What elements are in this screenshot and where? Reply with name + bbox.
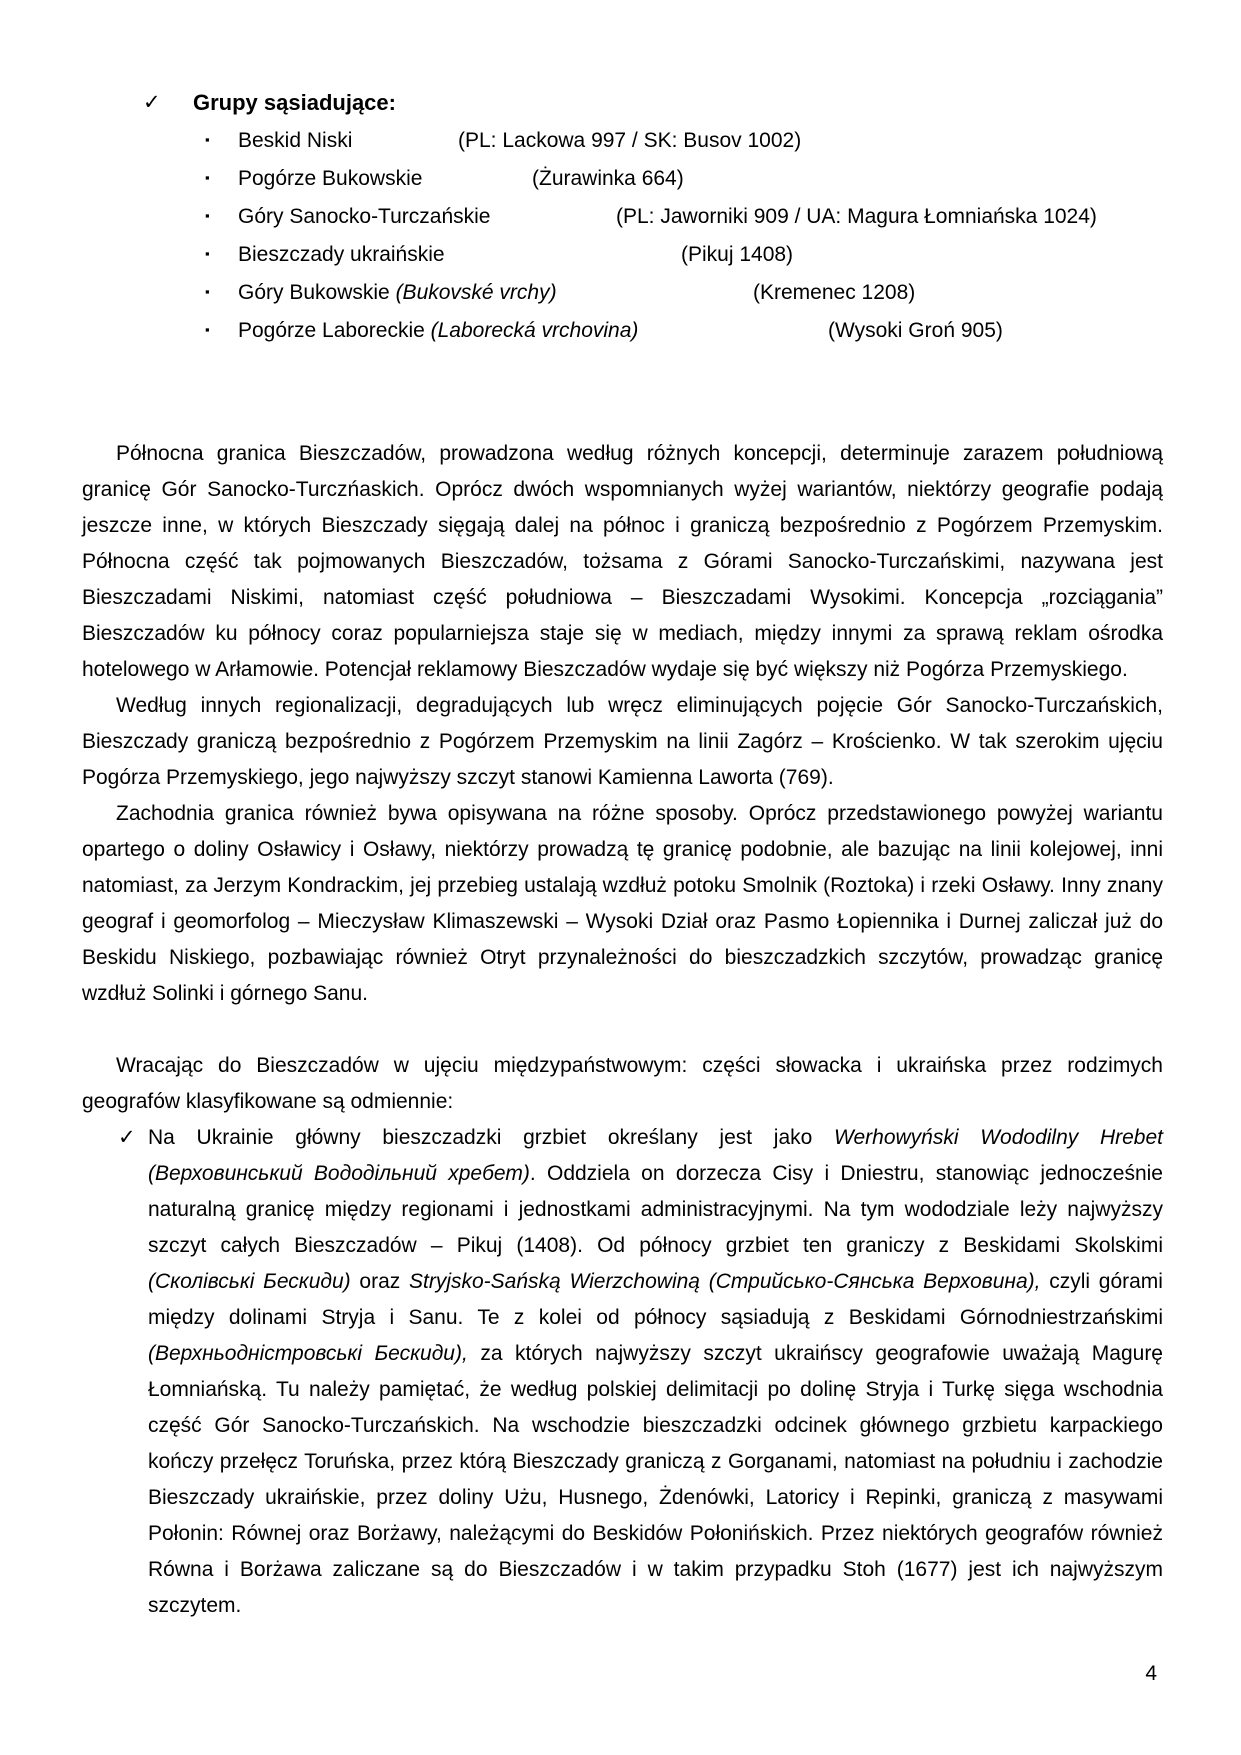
body-paragraphs (82, 436, 1163, 1012)
group-name-italic: (Laborecká vrchovina) (430, 319, 639, 342)
text-segment: Na Ukrainie główny bieszczadzki grzbiet określany jest jako (148, 1126, 835, 1149)
neighbor-groups-list (82, 122, 1163, 350)
group-peaks: (Pikuj 1408) (681, 243, 794, 266)
group-name: Bieszczady ukraińskie (238, 243, 445, 266)
neighbor-groups-title: Grupy sąsiadujące: (193, 90, 396, 115)
paragraph-north-border: Północna granica Bieszczadów, prowadzona według różnych koncepcji, determinuje zarazem południową granicę Gór Sanocko-Turczńaskich. Oprócz dwóch wspomnianych wyżej wariantów, niektórzy geografie podają jeszcze inne, w których Bieszczady sięgają dalej na północ i graniczą bezpośrednio z Pogórzem Przemyskim. Północna część tak pojmowanych Bieszczadów, tożsama z Górami Sanocko-Turczańskimi, nazywana jest Bieszczadami Niskimi, natomiast część południowa – Bieszczadami Wysokimi. Koncepcja „rozciągania” Bieszczadów ku północy coraz popularniejsza staje się w mediach, między innymi za sprawą reklam ośrodka hotelowego w Arłamowie. Potencjał reklamowy Bieszczadów wydaje się być większy niż Pogórza Przemyskiego. (82, 442, 1163, 681)
list-item (82, 122, 1163, 160)
group-name-italic: (Bukovské vrchy) (395, 281, 557, 304)
text-segment: czyli górami między dolinami Stryja i Sanu. Te z kolei od północy sąsiadują z Beskidami Górnodniestrzańskimi (148, 1270, 1163, 1329)
paragraph-west-border: Zachodnia granica również bywa opisywana na różne sposoby. Oprócz przedstawionego powyżej wariantu opartego o doliny Osławicy i Osławy, niektórzy prowadzą tę granicę podobnie, ale bazując na linii kolejowej, inni natomiast, za Jerzym Kondrackim, jej przebieg ustalają wzdłuż potoku Smolnik (Roztoka) i rzeki Osławy. Inny znany geograf i geomorfolog – Mieczysław Klimaszewski – Wysoki Dział oraz Pasmo Łopiennika i Durnej zaliczał już do Beskidu Niskiego, pozbawiając również Otryt przynależności do bieszczadzkich szczytów, prowadząc granicę wzdłuż Solinki i górnego Sanu. (82, 802, 1163, 1005)
square-bullet-icon: ▪ (205, 246, 210, 261)
square-bullet-icon: ▪ (205, 132, 210, 147)
group-name: Góry Sanocko-Turczańskie (238, 205, 491, 228)
ukraine-bullet-paragraph (82, 1120, 1163, 1624)
text-segment: oraz (350, 1270, 409, 1293)
checkmark-icon: ✓ (118, 1126, 136, 1149)
square-bullet-icon: ▪ (205, 322, 210, 337)
text-segment-italic: Stryjsko-Sańską Wierzchowiną (Стрийсько-Сянська Верховина), (409, 1270, 1041, 1293)
group-peaks: (Żurawinka 664) (532, 167, 684, 190)
group-peaks: (PL: Lackowa 997 / SK: Busov 1002) (458, 129, 802, 152)
list-item (82, 236, 1163, 274)
list-item (82, 312, 1163, 350)
text-segment: . Oddziela on dorzecza Cisy i Dniestru, stanowiąc jednocześnie naturalną granicę między regionami i jednostkami administracyjnymi. Na tym wododziale leży najwyższy szczyt całych Bieszczadów – Pikuj (1408). Od północy grzbiet ten graniczy z Beskidami Skolskimi (148, 1162, 1163, 1257)
paragraph-regionalization: Według innych regionalizacji, degradujących lub wręcz eliminujących pojęcie Gór Sanocko-Turczańskich, Bieszczady graniczą bezpośrednio z Pogórzem Przemyskim na linii Zagórz – Krościenko. W tak szerokim ujęciu Pogórza Przemyskiego, jego najwyższy szczyt stanowi Kamienna Laworta (769). (82, 694, 1163, 789)
square-bullet-icon: ▪ (205, 170, 210, 185)
group-peaks: (PL: Jaworniki 909 / UA: Magura Łomniańska 1024) (616, 205, 1097, 228)
page-number: 4 (1145, 1662, 1157, 1685)
square-bullet-icon: ▪ (205, 284, 210, 299)
list-item (82, 160, 1163, 198)
list-item (82, 198, 1163, 236)
checkmark-icon: ✓ (143, 91, 161, 114)
text-segment-italic: Werhowyński Wododilny Hrebet (Верховинський Вододільний хребет) (148, 1126, 1163, 1185)
group-name: Beskid Niski (238, 129, 353, 152)
neighbor-groups-header (82, 84, 1163, 122)
list-item (82, 274, 1163, 312)
square-bullet-icon: ▪ (205, 208, 210, 223)
text-segment-italic: (Верхньодністровські Бескиди), (148, 1342, 468, 1365)
text-segment: za których najwyższy szczyt ukraińscy geografowie uważają Magurę Łomniańską. Tu należy pamiętać, że według polskiej delimitacji po dolinę Stryja i Turkę sięga wschodnia część Gór Sanocko-Turczańskich. Na wschodzie bieszczadzki odcinek głównego grzbietu karpackiego kończy przełęcz Toruńska, przez którą Bieszczady graniczą z Gorganami, natomiast na południu i zachodzie Bieszczady ukraińskie, przez doliny Użu, Husnego, Żdenówki, Latoricy i Repinki, graniczą z masywami Połonin: Równej oraz Borżawy, należącymi do Beskidów Połonińskich. Przez niektórych geografów również Równa i Borżawa zaliczane są do Bieszczadów i w takim przypadku Stoh (1677) jest ich najwyższym szczytem. (148, 1342, 1163, 1617)
group-name: Pogórze Laboreckie (238, 319, 431, 342)
group-peaks: (Kremenec 1208) (753, 281, 916, 304)
group-peaks: (Wysoki Groń 905) (828, 319, 1003, 342)
group-name: Góry Bukowskie (238, 281, 396, 304)
group-name: Pogórze Bukowskie (238, 167, 423, 190)
page-content (82, 0, 1163, 1624)
paragraph-international-intro: Wracając do Bieszczadów w ujęciu międzypaństwowym: części słowacka i ukraińska przez rodzimych geografów klasyfikowane są odmiennie: (82, 1054, 1163, 1113)
text-segment-italic: (Сколівські Бескиди) (148, 1270, 351, 1293)
